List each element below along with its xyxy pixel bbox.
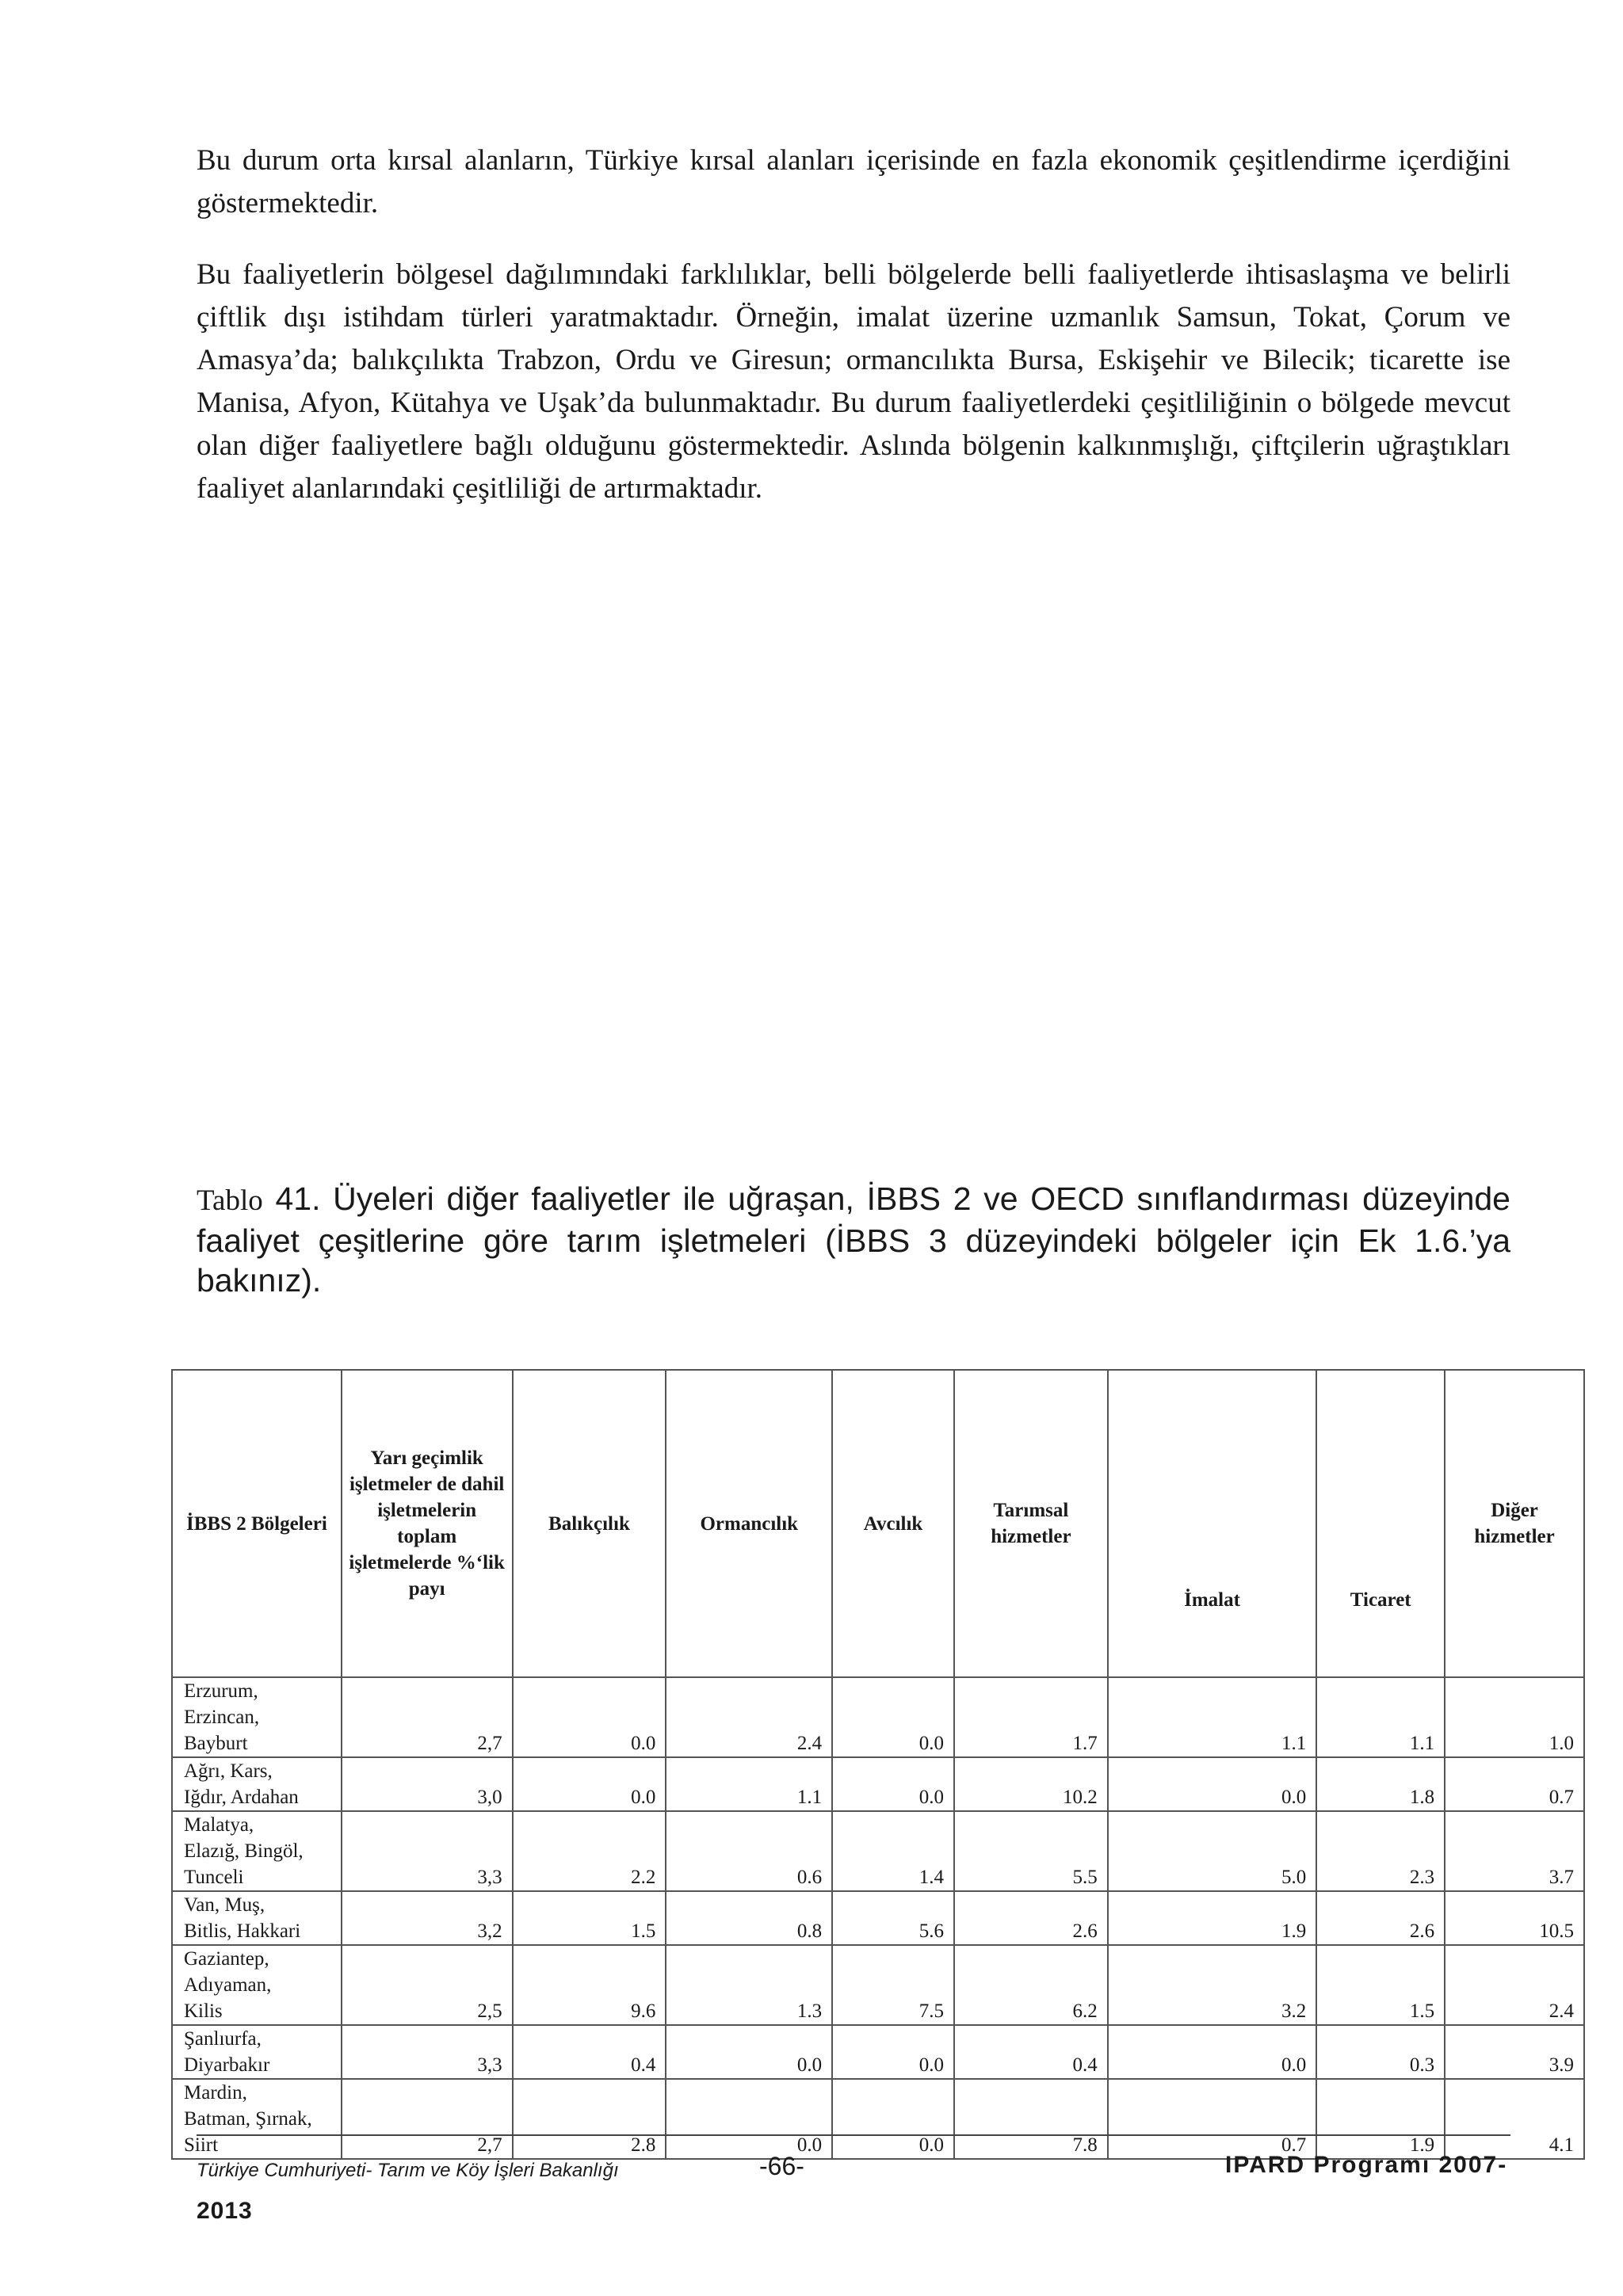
header-forestry: Ormancılık (666, 1370, 832, 1677)
value-cell: 2,7 (342, 1677, 513, 1757)
body-paragraph-2: Bu faaliyetlerin bölgesel dağılımındaki farklılıklar, belli bölgelerde belli faaliyetlerde ihtisaslaşma ve belirli çiftlik dışı istihdam türleri yaratmaktadır. Örneğin, imalat üzerine uzmanlık Samsun, Tokat, Çorum ve Amasya’da; balıkçılıkta Trabzon, Ordu ve Giresun; ormancılıkta Bursa, Eskişehir ve Bilecik; ticarette ise Manisa, Afyon, Kütahya ve Uşak’da bulunmaktadır. Bu durum faaliyetlerdeki çeşitliliğinin o bölgede mevcut olan diğer faaliyetlere bağlı olduğunu göstermektedir. Aslında bölgenin kalkınmışlığı, çiftçilerin uğraştıkları faaliyet alanlarındaki çeşitliliği de artırmaktadır. (197, 258, 1510, 505)
footer-divider (197, 2134, 1510, 2136)
region-name-line: Malatya, (184, 1814, 254, 1836)
value-cell: 3.7 (1445, 1811, 1584, 1891)
value-cell: 1.1 (1316, 1677, 1445, 1757)
table-header-row (172, 1370, 1584, 1677)
table-row (172, 2025, 1584, 2079)
value-cell: 0.0 (832, 2079, 954, 2159)
value-cell: 0.4 (954, 2025, 1108, 2079)
table-row (172, 1945, 1584, 2025)
value-cell: 5.5 (954, 1811, 1108, 1891)
header-fishing: Balıkçılık (513, 1370, 666, 1677)
value-cell: 0.0 (1108, 1757, 1317, 1811)
value-cell: 9.6 (513, 1945, 666, 2025)
value-cell: 0.0 (832, 1677, 954, 1757)
value-cell: 1.9 (1108, 1891, 1317, 1945)
value-cell: 1.7 (954, 1677, 1108, 1757)
value-cell: 0.4 (513, 2025, 666, 2079)
region-name-line: Batman, Şırnak, (184, 2108, 312, 2130)
region-cell (172, 1811, 342, 1891)
page-number: -66- (759, 2152, 804, 2180)
value-cell: 10.2 (954, 1757, 1108, 1811)
region-name-line: Gaziantep, (184, 1948, 269, 1970)
table-caption (197, 1179, 1510, 1300)
region-cell (172, 2079, 342, 2159)
table-header (172, 1370, 1584, 1677)
value-cell: 0.0 (832, 2025, 954, 2079)
value-cell: 0.7 (1108, 2079, 1317, 2159)
region-name-line: Erzincan, (184, 1707, 260, 1728)
value-cell: 0.0 (1108, 2025, 1317, 2079)
table-caption-text: 41. Üyeleri diğer faaliyetler ile uğraşan, İBBS 2 ve OECD sınıflandırması düzeyinde faaliyet çeşitlerine göre tarım işletmeleri (İBBS 3 düzeyindeki bölgeler için Ek 1.6.’ya bakınız). (197, 1180, 1510, 1299)
header-agricultural-services: Tarımsal hizmetler (954, 1370, 1108, 1677)
region-cell (172, 1945, 342, 2025)
table-caption-label: Tablo (197, 1184, 263, 1217)
region-name-line: Erzurum, (184, 1680, 258, 1702)
region-name-line: Diyarbakır (184, 2054, 270, 2076)
value-cell: 3.9 (1445, 2025, 1584, 2079)
region-name-line: Bitlis, Hakkari (184, 1920, 301, 1942)
value-cell: 3,0 (342, 1757, 513, 1811)
value-cell: 2.8 (513, 2079, 666, 2159)
region-name-line: Iğdır, Ardahan (184, 1787, 299, 1808)
header-region: İBBS 2 Bölgeleri (172, 1370, 342, 1677)
value-cell: 5.6 (832, 1891, 954, 1945)
footer-ministry: Türkiye Cumhuriyeti- Tarım ve Köy İşleri Bakanlığı (197, 2160, 619, 2181)
region-name-line: Ağrı, Kars, (184, 1760, 273, 1782)
value-cell: 0.0 (666, 2079, 832, 2159)
value-cell: 2.2 (513, 1811, 666, 1891)
footer-year: 2013 (197, 2198, 253, 2224)
value-cell: 1.8 (1316, 1757, 1445, 1811)
value-cell: 0.8 (666, 1891, 832, 1945)
statistics-table (171, 1369, 1585, 2160)
region-name-line: Van, Muş, (184, 1894, 265, 1916)
region-name-line: Tunceli (184, 1867, 244, 1888)
table-row (172, 1757, 1584, 1811)
region-name-line: Bayburt (184, 1733, 248, 1754)
value-cell: 1.9 (1316, 2079, 1445, 2159)
region-cell (172, 2025, 342, 2079)
header-manufacturing: İmalat (1108, 1370, 1317, 1677)
value-cell: 0.0 (513, 1677, 666, 1757)
value-cell: 2,5 (342, 1945, 513, 2025)
region-name-line: Siirt (184, 2134, 219, 2156)
header-other-services: Diğer hizmetler (1445, 1370, 1584, 1677)
value-cell: 3,3 (342, 2025, 513, 2079)
value-cell: 7.5 (832, 1945, 954, 2025)
value-cell: 1.1 (1108, 1677, 1317, 1757)
table-row (172, 1811, 1584, 1891)
value-cell: 0.0 (513, 1757, 666, 1811)
header-hunting: Avcılık (832, 1370, 954, 1677)
value-cell: 2.4 (1445, 1945, 1584, 2025)
table-body (172, 1677, 1584, 2159)
value-cell: 1.0 (1445, 1677, 1584, 1757)
value-cell: 3.2 (1108, 1945, 1317, 2025)
value-cell: 0.0 (832, 1757, 954, 1811)
table-row (172, 1891, 1584, 1945)
body-paragraph-1: Bu durum orta kırsal alanların, Türkiye kırsal alanları içerisinde en fazla ekonomik çeşitlendirme içerdiğini göstermektedir. (197, 144, 1510, 219)
value-cell: 6.2 (954, 1945, 1108, 2025)
value-cell: 0.3 (1316, 2025, 1445, 2079)
value-cell: 5.0 (1108, 1811, 1317, 1891)
region-cell (172, 1757, 342, 1811)
footer-program: IPARD Programı 2007- (1225, 2152, 1508, 2178)
region-name-line: Şanlıurfa, (184, 2028, 262, 2050)
value-cell: 3,3 (342, 1811, 513, 1891)
value-cell: 1.1 (666, 1757, 832, 1811)
value-cell: 2.6 (954, 1891, 1108, 1945)
value-cell: 2.6 (1316, 1891, 1445, 1945)
value-cell: 2.3 (1316, 1811, 1445, 1891)
value-cell: 0.7 (1445, 1757, 1584, 1811)
value-cell: 2.4 (666, 1677, 832, 1757)
header-share: Yarı geçimlik işletmeler de dahil işletmelerin toplam işletmelerde %‘lik payı (342, 1370, 513, 1677)
region-cell (172, 1677, 342, 1757)
value-cell: 1.3 (666, 1945, 832, 2025)
table-row (172, 1677, 1584, 1757)
value-cell: 1.5 (513, 1891, 666, 1945)
region-name-line: Mardin, (184, 2082, 247, 2103)
value-cell: 7.8 (954, 2079, 1108, 2159)
value-cell: 0.0 (666, 2025, 832, 2079)
region-name-line: Elazığ, Bingöl, (184, 1840, 304, 1862)
value-cell: 0.6 (666, 1811, 832, 1891)
value-cell: 3,2 (342, 1891, 513, 1945)
region-name-line: Adıyaman, (184, 1974, 272, 1996)
value-cell: 2,7 (342, 2079, 513, 2159)
value-cell: 4.1 (1445, 2079, 1584, 2159)
value-cell: 1.4 (832, 1811, 954, 1891)
value-cell: 1.5 (1316, 1945, 1445, 2025)
header-trade: Ticaret (1316, 1370, 1445, 1677)
table-row (172, 2079, 1584, 2159)
region-cell (172, 1891, 342, 1945)
value-cell: 10.5 (1445, 1891, 1584, 1945)
region-name-line: Kilis (184, 2000, 223, 2022)
